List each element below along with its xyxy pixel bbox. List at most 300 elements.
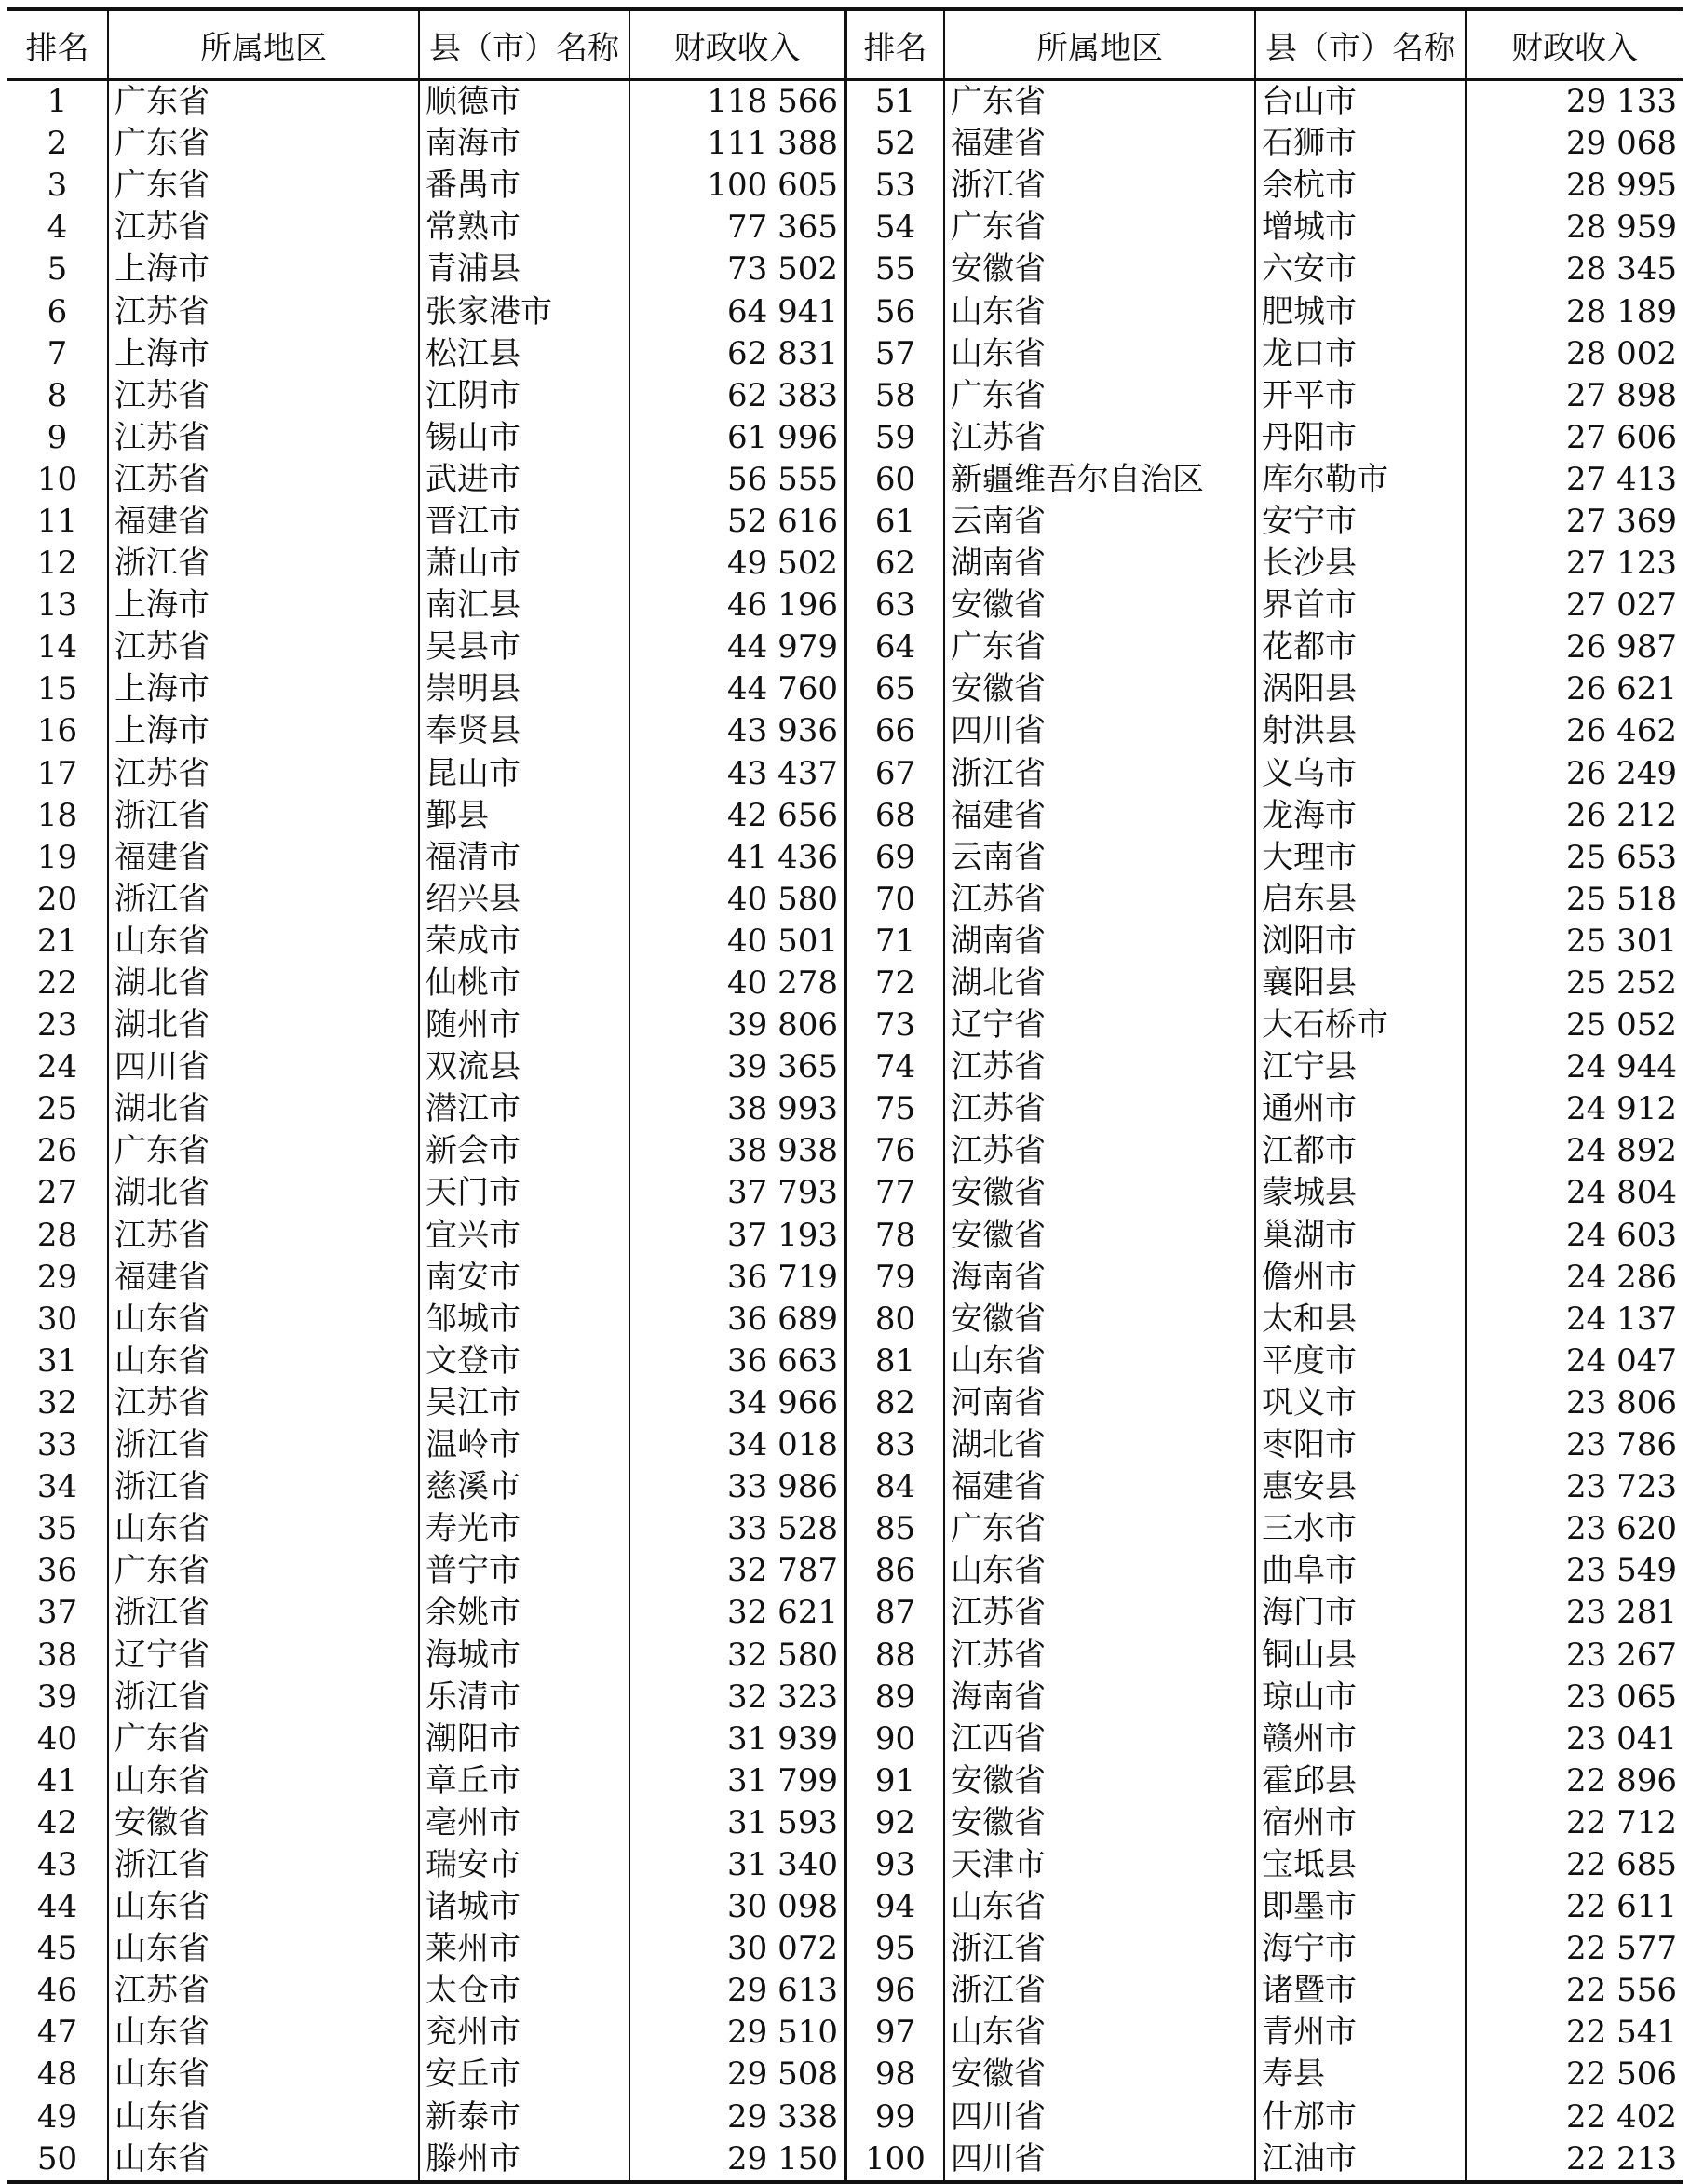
revenue-cell: 25 301	[1466, 921, 1683, 963]
revenue-cell: 39 365	[629, 1046, 845, 1088]
table-row	[7, 1424, 1683, 1466]
rank-cell: 34	[7, 1466, 108, 1508]
rank-cell: 69	[845, 837, 944, 879]
rank-cell: 84	[845, 1466, 944, 1508]
revenue-cell: 43 936	[629, 710, 845, 752]
header-county-right: 县（市）名称	[1255, 9, 1466, 80]
rank-cell: 8	[7, 375, 108, 417]
county-cell: 瑞安市	[419, 1844, 629, 1886]
rank-cell: 64	[845, 627, 944, 668]
region-cell: 湖北省	[944, 1424, 1255, 1466]
rank-cell: 97	[845, 2012, 944, 2054]
county-cell: 绍兴县	[419, 879, 629, 921]
county-cell: 仙桃市	[419, 963, 629, 1004]
revenue-cell: 28 002	[1466, 333, 1683, 375]
county-cell: 通州市	[1255, 1088, 1466, 1130]
county-cell: 枣阳市	[1255, 1424, 1466, 1466]
revenue-cell: 32 323	[629, 1677, 845, 1719]
revenue-cell: 24 286	[1466, 1257, 1683, 1299]
county-cell: 启东县	[1255, 879, 1466, 921]
rank-cell: 22	[7, 963, 108, 1004]
revenue-cell: 28 995	[1466, 165, 1683, 207]
table-row	[7, 459, 1683, 501]
revenue-cell: 23 620	[1466, 1508, 1683, 1550]
revenue-cell: 40 278	[629, 963, 845, 1004]
region-cell: 云南省	[944, 501, 1255, 543]
revenue-cell: 44 979	[629, 627, 845, 668]
county-cell: 龙海市	[1255, 795, 1466, 837]
table-row	[7, 1550, 1683, 1592]
table-row	[7, 1466, 1683, 1508]
revenue-cell: 32 580	[629, 1634, 845, 1676]
region-cell: 浙江省	[108, 543, 419, 585]
revenue-cell: 46 196	[629, 585, 845, 627]
rank-cell: 46	[7, 1970, 108, 2012]
region-cell: 浙江省	[108, 1592, 419, 1634]
rank-cell: 5	[7, 249, 108, 290]
region-cell: 江苏省	[108, 753, 419, 795]
rank-cell: 70	[845, 879, 944, 921]
county-cell: 晋江市	[419, 501, 629, 543]
revenue-cell: 36 719	[629, 1257, 845, 1299]
county-cell: 大石桥市	[1255, 1004, 1466, 1046]
region-cell: 福建省	[108, 1257, 419, 1299]
rank-cell: 45	[7, 1928, 108, 1970]
revenue-cell: 30 072	[629, 1928, 845, 1970]
rank-cell: 30	[7, 1299, 108, 1341]
revenue-cell: 24 603	[1466, 1215, 1683, 1257]
revenue-cell: 73 502	[629, 249, 845, 290]
region-cell: 湖北省	[108, 963, 419, 1004]
table-row	[7, 1844, 1683, 1886]
rank-cell: 31	[7, 1341, 108, 1382]
region-cell: 安徽省	[944, 1802, 1255, 1844]
county-cell: 什邡市	[1255, 2096, 1466, 2138]
rank-cell: 73	[845, 1004, 944, 1046]
revenue-cell: 24 137	[1466, 1299, 1683, 1341]
county-cell: 萧山市	[419, 543, 629, 585]
revenue-cell: 44 760	[629, 668, 845, 710]
table-row	[7, 249, 1683, 290]
region-cell: 江苏省	[944, 1634, 1255, 1676]
revenue-cell: 39 806	[629, 1004, 845, 1046]
county-cell: 温岭市	[419, 1424, 629, 1466]
county-cell: 吴江市	[419, 1382, 629, 1424]
county-cell: 丹阳市	[1255, 417, 1466, 459]
revenue-cell: 31 593	[629, 1802, 845, 1844]
revenue-cell: 40 580	[629, 879, 845, 921]
region-cell: 安徽省	[108, 1802, 419, 1844]
table-row	[7, 1886, 1683, 1928]
region-cell: 山东省	[944, 1341, 1255, 1382]
revenue-cell: 26 462	[1466, 710, 1683, 752]
county-cell: 襄阳县	[1255, 963, 1466, 1004]
table-row	[7, 1382, 1683, 1424]
region-cell: 山东省	[108, 2054, 419, 2096]
county-cell: 龙口市	[1255, 333, 1466, 375]
rank-cell: 27	[7, 1172, 108, 1214]
region-cell: 湖北省	[944, 963, 1255, 1004]
rank-cell: 76	[845, 1130, 944, 1172]
rank-cell: 18	[7, 795, 108, 837]
region-cell: 山东省	[108, 921, 419, 963]
county-cell: 海城市	[419, 1634, 629, 1676]
rank-cell: 85	[845, 1508, 944, 1550]
region-cell: 山东省	[108, 1760, 419, 1802]
table-row	[7, 1004, 1683, 1046]
revenue-cell: 42 656	[629, 795, 845, 837]
table-body	[7, 80, 1683, 2182]
revenue-cell: 26 212	[1466, 795, 1683, 837]
region-cell: 浙江省	[108, 1466, 419, 1508]
revenue-cell: 29 338	[629, 2096, 845, 2138]
county-cell: 番禺市	[419, 165, 629, 207]
rank-cell: 32	[7, 1382, 108, 1424]
region-cell: 安徽省	[944, 249, 1255, 290]
revenue-cell: 27 027	[1466, 585, 1683, 627]
rank-cell: 96	[845, 1970, 944, 2012]
county-cell: 南安市	[419, 1257, 629, 1299]
region-cell: 浙江省	[944, 165, 1255, 207]
header-row	[7, 9, 1683, 80]
rank-cell: 92	[845, 1802, 944, 1844]
rank-cell: 4	[7, 207, 108, 249]
revenue-cell: 36 663	[629, 1341, 845, 1382]
county-cell: 天门市	[419, 1172, 629, 1214]
county-cell: 长沙县	[1255, 543, 1466, 585]
region-cell: 江苏省	[108, 1382, 419, 1424]
region-cell: 山东省	[108, 1886, 419, 1928]
revenue-cell: 37 793	[629, 1172, 845, 1214]
region-cell: 浙江省	[108, 879, 419, 921]
rank-cell: 57	[845, 333, 944, 375]
region-cell: 江苏省	[108, 459, 419, 501]
county-cell: 赣州市	[1255, 1719, 1466, 1760]
rank-cell: 80	[845, 1299, 944, 1341]
rank-cell: 81	[845, 1341, 944, 1382]
rank-cell: 47	[7, 2012, 108, 2054]
region-cell: 浙江省	[944, 753, 1255, 795]
region-cell: 江苏省	[944, 417, 1255, 459]
table-row	[7, 1760, 1683, 1802]
header-county: 县（市）名称	[419, 9, 629, 80]
region-cell: 上海市	[108, 710, 419, 752]
region-cell: 浙江省	[108, 1844, 419, 1886]
county-cell: 宜兴市	[419, 1215, 629, 1257]
county-cell: 崇明县	[419, 668, 629, 710]
region-cell: 广东省	[944, 80, 1255, 124]
revenue-cell: 23 786	[1466, 1424, 1683, 1466]
revenue-cell: 23 806	[1466, 1382, 1683, 1424]
table-row	[7, 417, 1683, 459]
county-cell: 潮阳市	[419, 1719, 629, 1760]
county-cell: 吴县市	[419, 627, 629, 668]
region-cell: 江苏省	[108, 207, 419, 249]
rank-cell: 28	[7, 1215, 108, 1257]
revenue-cell: 26 621	[1466, 668, 1683, 710]
revenue-cell: 22 213	[1466, 2138, 1683, 2182]
revenue-cell: 27 413	[1466, 459, 1683, 501]
table-row	[7, 1046, 1683, 1088]
table-row	[7, 879, 1683, 921]
revenue-cell: 34 018	[629, 1424, 845, 1466]
rank-cell: 82	[845, 1382, 944, 1424]
header-region: 所属地区	[108, 9, 419, 80]
region-cell: 福建省	[944, 1466, 1255, 1508]
revenue-cell: 28 959	[1466, 207, 1683, 249]
rank-cell: 87	[845, 1592, 944, 1634]
rank-cell: 42	[7, 1802, 108, 1844]
revenue-cell: 29 508	[629, 2054, 845, 2096]
region-cell: 浙江省	[944, 1970, 1255, 2012]
county-cell: 南汇县	[419, 585, 629, 627]
rank-cell: 62	[845, 543, 944, 585]
rank-cell: 93	[845, 1844, 944, 1886]
rank-cell: 98	[845, 2054, 944, 2096]
region-cell: 福建省	[108, 837, 419, 879]
revenue-cell: 32 787	[629, 1550, 845, 1592]
region-cell: 山东省	[944, 290, 1255, 332]
rank-cell: 35	[7, 1508, 108, 1550]
table-row	[7, 1130, 1683, 1172]
region-cell: 辽宁省	[108, 1634, 419, 1676]
table-header	[7, 9, 1683, 80]
revenue-cell: 29 133	[1466, 80, 1683, 124]
rank-cell: 72	[845, 963, 944, 1004]
region-cell: 辽宁省	[944, 1004, 1255, 1046]
table-row	[7, 1592, 1683, 1634]
county-cell: 新泰市	[419, 2096, 629, 2138]
revenue-cell: 25 653	[1466, 837, 1683, 879]
revenue-cell: 62 383	[629, 375, 845, 417]
rank-cell: 53	[845, 165, 944, 207]
revenue-cell: 40 501	[629, 921, 845, 963]
rank-cell: 91	[845, 1760, 944, 1802]
revenue-cell: 22 556	[1466, 1970, 1683, 2012]
region-cell: 云南省	[944, 837, 1255, 879]
revenue-cell: 25 518	[1466, 879, 1683, 921]
table-row	[7, 80, 1683, 124]
revenue-cell: 33 986	[629, 1466, 845, 1508]
revenue-cell: 31 340	[629, 1844, 845, 1886]
revenue-cell: 31 799	[629, 1760, 845, 1802]
revenue-cell: 26 987	[1466, 627, 1683, 668]
region-cell: 广东省	[108, 165, 419, 207]
rank-cell: 24	[7, 1046, 108, 1088]
header-revenue: 财政收入	[629, 9, 845, 80]
region-cell: 福建省	[944, 795, 1255, 837]
table-row	[7, 1341, 1683, 1382]
revenue-cell: 49 502	[629, 543, 845, 585]
region-cell: 浙江省	[108, 795, 419, 837]
revenue-cell: 38 938	[629, 1130, 845, 1172]
table-row	[7, 501, 1683, 543]
rank-cell: 25	[7, 1088, 108, 1130]
rank-cell: 15	[7, 668, 108, 710]
rank-cell: 7	[7, 333, 108, 375]
region-cell: 广东省	[944, 207, 1255, 249]
rank-cell: 56	[845, 290, 944, 332]
region-cell: 上海市	[108, 249, 419, 290]
county-cell: 荣成市	[419, 921, 629, 963]
region-cell: 山东省	[108, 1508, 419, 1550]
county-cell: 增城市	[1255, 207, 1466, 249]
revenue-cell: 29 613	[629, 1970, 845, 2012]
revenue-cell: 56 555	[629, 459, 845, 501]
region-cell: 山东省	[108, 2012, 419, 2054]
revenue-cell: 28 345	[1466, 249, 1683, 290]
revenue-cell: 22 685	[1466, 1844, 1683, 1886]
county-cell: 宿州市	[1255, 1802, 1466, 1844]
county-cell: 青浦县	[419, 249, 629, 290]
table-row	[7, 627, 1683, 668]
revenue-cell: 62 831	[629, 333, 845, 375]
region-cell: 安徽省	[944, 1172, 1255, 1214]
rank-cell: 67	[845, 753, 944, 795]
region-cell: 安徽省	[944, 1299, 1255, 1341]
rank-cell: 94	[845, 1886, 944, 1928]
county-cell: 平度市	[1255, 1341, 1466, 1382]
county-cell: 余杭市	[1255, 165, 1466, 207]
revenue-cell: 26 249	[1466, 753, 1683, 795]
county-cell: 江阴市	[419, 375, 629, 417]
rank-cell: 3	[7, 165, 108, 207]
region-cell: 湖北省	[108, 1172, 419, 1214]
region-cell: 江苏省	[108, 1970, 419, 2012]
county-cell: 界首市	[1255, 585, 1466, 627]
county-cell: 曲阜市	[1255, 1550, 1466, 1592]
rank-cell: 29	[7, 1257, 108, 1299]
rank-cell: 58	[845, 375, 944, 417]
county-cell: 铜山县	[1255, 1634, 1466, 1676]
region-cell: 河南省	[944, 1382, 1255, 1424]
county-cell: 奉贤县	[419, 710, 629, 752]
county-cell: 宝坻县	[1255, 1844, 1466, 1886]
rank-cell: 23	[7, 1004, 108, 1046]
revenue-cell: 38 993	[629, 1088, 845, 1130]
county-cell: 安丘市	[419, 2054, 629, 2096]
rank-cell: 38	[7, 1634, 108, 1676]
region-cell: 浙江省	[108, 1677, 419, 1719]
table-row	[7, 333, 1683, 375]
revenue-cell: 52 616	[629, 501, 845, 543]
county-cell: 慈溪市	[419, 1466, 629, 1508]
rank-cell: 39	[7, 1677, 108, 1719]
table-row	[7, 1970, 1683, 2012]
county-cell: 惠安县	[1255, 1466, 1466, 1508]
county-cell: 随州市	[419, 1004, 629, 1046]
rank-cell: 89	[845, 1677, 944, 1719]
region-cell: 天津市	[944, 1844, 1255, 1886]
county-cell: 昆山市	[419, 753, 629, 795]
page	[7, 7, 1683, 2184]
rank-cell: 79	[845, 1257, 944, 1299]
revenue-cell: 22 896	[1466, 1760, 1683, 1802]
region-cell: 安徽省	[944, 1760, 1255, 1802]
rank-cell: 50	[7, 2138, 108, 2182]
rank-cell: 55	[845, 249, 944, 290]
rank-cell: 14	[7, 627, 108, 668]
revenue-cell: 61 996	[629, 417, 845, 459]
table-row	[7, 1928, 1683, 1970]
region-cell: 广东省	[944, 375, 1255, 417]
region-cell: 江苏省	[108, 375, 419, 417]
county-cell: 海门市	[1255, 1592, 1466, 1634]
rank-cell: 40	[7, 1719, 108, 1760]
revenue-cell: 24 804	[1466, 1172, 1683, 1214]
county-cell: 射洪县	[1255, 710, 1466, 752]
rank-cell: 33	[7, 1424, 108, 1466]
rank-cell: 71	[845, 921, 944, 963]
revenue-cell: 34 966	[629, 1382, 845, 1424]
revenue-cell: 28 189	[1466, 290, 1683, 332]
region-cell: 四川省	[108, 1046, 419, 1088]
county-cell: 张家港市	[419, 290, 629, 332]
rank-cell: 43	[7, 1844, 108, 1886]
region-cell: 江苏省	[944, 1130, 1255, 1172]
region-cell: 江苏省	[108, 1215, 419, 1257]
rank-cell: 37	[7, 1592, 108, 1634]
county-cell: 库尔勒市	[1255, 459, 1466, 501]
table-row	[7, 207, 1683, 249]
county-cell: 江都市	[1255, 1130, 1466, 1172]
region-cell: 广东省	[108, 80, 419, 124]
rank-cell: 1	[7, 80, 108, 124]
county-cell: 巢湖市	[1255, 1215, 1466, 1257]
revenue-cell: 24 944	[1466, 1046, 1683, 1088]
county-cell: 兖州市	[419, 2012, 629, 2054]
region-cell: 湖南省	[944, 543, 1255, 585]
county-cell: 莱州市	[419, 1928, 629, 1970]
region-cell: 海南省	[944, 1677, 1255, 1719]
rank-cell: 51	[845, 80, 944, 124]
county-cell: 余姚市	[419, 1592, 629, 1634]
revenue-cell: 41 436	[629, 837, 845, 879]
region-cell: 山东省	[108, 2138, 419, 2182]
region-cell: 上海市	[108, 668, 419, 710]
revenue-cell: 22 712	[1466, 1802, 1683, 1844]
rank-cell: 54	[845, 207, 944, 249]
county-cell: 诸城市	[419, 1886, 629, 1928]
table-row	[7, 290, 1683, 332]
table-row	[7, 585, 1683, 627]
county-cell: 福清市	[419, 837, 629, 879]
region-cell: 海南省	[944, 1257, 1255, 1299]
revenue-cell: 100 605	[629, 165, 845, 207]
revenue-cell: 24 047	[1466, 1341, 1683, 1382]
rank-cell: 88	[845, 1634, 944, 1676]
table-row	[7, 1088, 1683, 1130]
rank-cell: 78	[845, 1215, 944, 1257]
revenue-cell: 36 689	[629, 1299, 845, 1341]
table-row	[7, 1172, 1683, 1214]
county-cell: 鄞县	[419, 795, 629, 837]
rank-cell: 99	[845, 2096, 944, 2138]
region-cell: 四川省	[944, 710, 1255, 752]
revenue-cell: 118 566	[629, 80, 845, 124]
rank-cell: 16	[7, 710, 108, 752]
rank-cell: 41	[7, 1760, 108, 1802]
region-cell: 广东省	[108, 1550, 419, 1592]
county-cell: 亳州市	[419, 1802, 629, 1844]
rank-cell: 48	[7, 2054, 108, 2096]
rank-cell: 36	[7, 1550, 108, 1592]
rank-cell: 77	[845, 1172, 944, 1214]
revenue-cell: 22 611	[1466, 1886, 1683, 1928]
region-cell: 山东省	[108, 1928, 419, 1970]
county-cell: 寿光市	[419, 1508, 629, 1550]
revenue-cell: 23 267	[1466, 1634, 1683, 1676]
